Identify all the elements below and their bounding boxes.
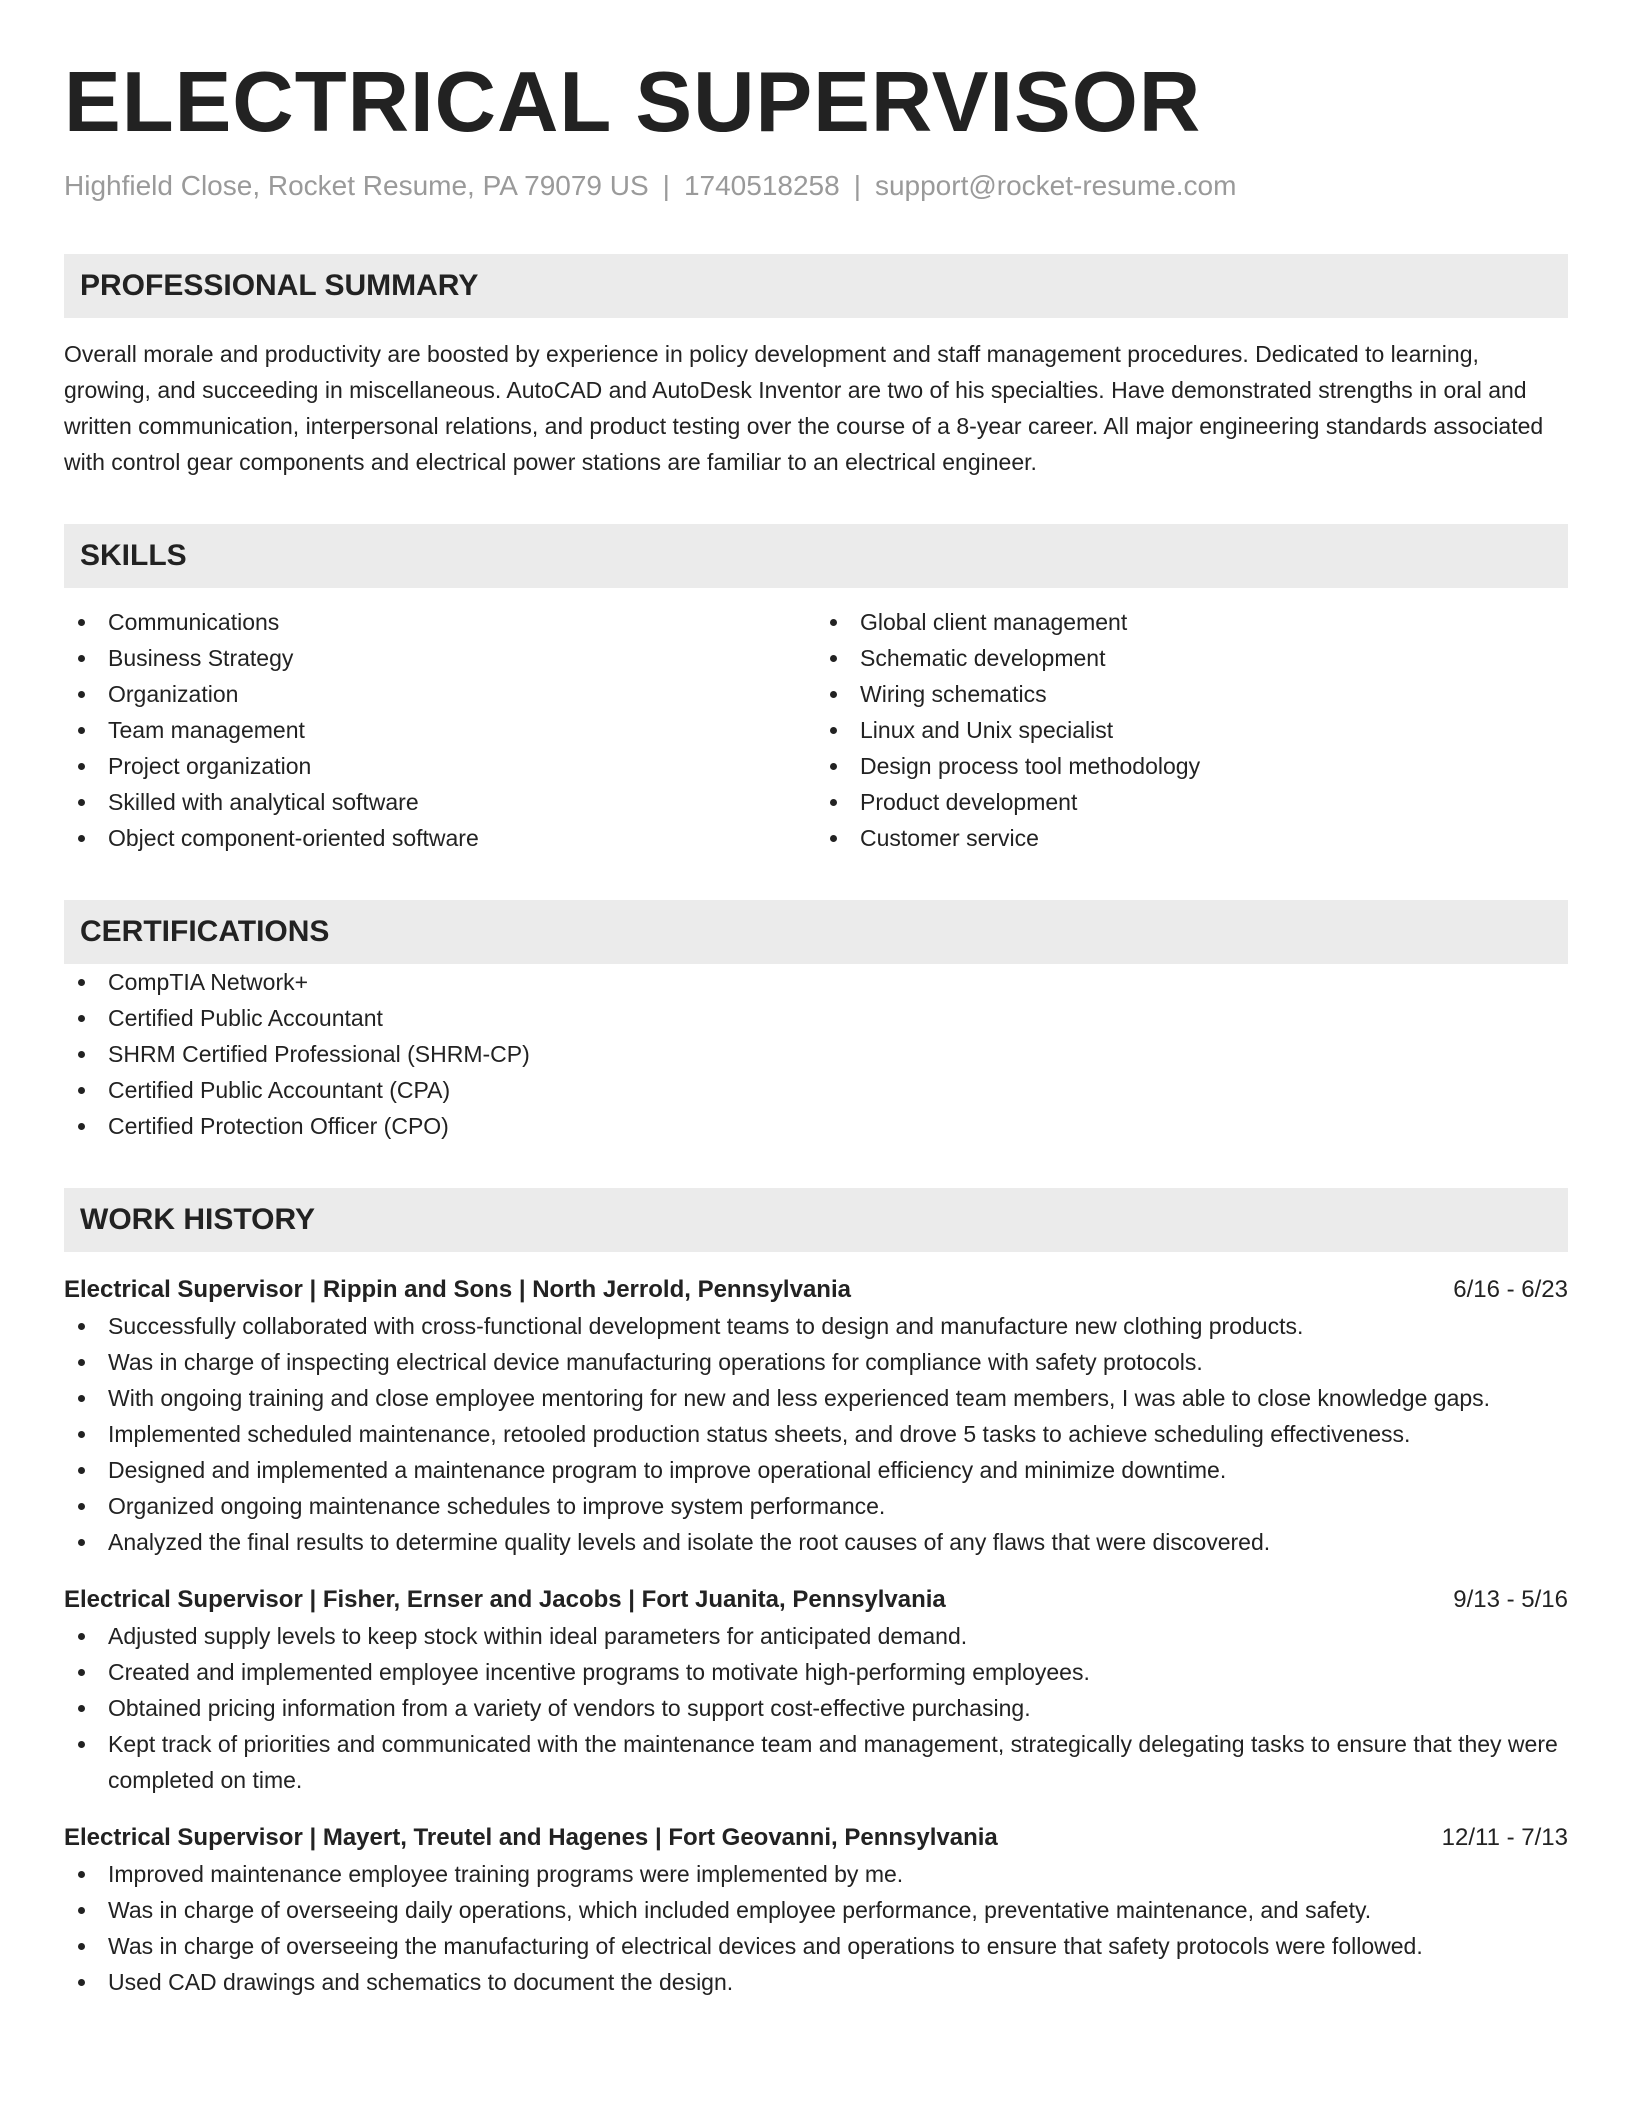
certifications-section xyxy=(64,900,1568,1144)
contact-separator: | xyxy=(662,169,670,201)
job-bullets xyxy=(64,1618,1568,1798)
skill-item: Project organization xyxy=(64,748,816,784)
job-bullet: Adjusted supply levels to keep stock within ideal parameters for anticipated demand. xyxy=(64,1618,1568,1654)
skill-item: Business Strategy xyxy=(64,640,816,676)
contact-separator: | xyxy=(853,169,861,201)
job-bullet: Used CAD drawings and schematics to document the design. xyxy=(64,1964,1568,2000)
job-bullets xyxy=(64,1856,1568,2000)
job-bullet: Was in charge of overseeing the manufacturing of electrical devices and operations to ensure that safety protocols were followed. xyxy=(64,1928,1568,1964)
resume-name: ELECTRICAL SUPERVISOR xyxy=(64,55,1202,150)
job-bullet: Created and implemented employee incentive programs to motivate high-performing employees. xyxy=(64,1654,1568,1690)
skill-item: Linux and Unix specialist xyxy=(816,712,1568,748)
skill-item: Communications xyxy=(64,604,816,640)
job-entry xyxy=(64,1582,1568,1798)
job-title: Electrical Supervisor | Fisher, Ernser and Jacobs | Fort Juanita, Pennsylvania xyxy=(64,1585,946,1613)
skill-item: Organization xyxy=(64,676,816,712)
skills-heading: SKILLS xyxy=(64,524,1568,588)
skill-item: Skilled with analytical software xyxy=(64,784,816,820)
job-dates: 6/16 - 6/23 xyxy=(1453,1275,1568,1303)
certification-item: SHRM Certified Professional (SHRM-CP) xyxy=(64,1036,1568,1072)
job-bullet: Analyzed the final results to determine quality levels and isolate the root causes of any flaws that were discovered. xyxy=(64,1524,1568,1560)
job-bullet: Kept track of priorities and communicated with the maintenance team and management, strategically delegating tasks to ensure that they were completed on time. xyxy=(64,1726,1568,1798)
certification-item: CompTIA Network+ xyxy=(64,964,1568,1000)
job-entry xyxy=(64,1820,1568,2000)
job-dates: 9/13 - 5/16 xyxy=(1453,1585,1568,1613)
contact-email[interactable]: support@rocket-resume.com xyxy=(874,169,1237,201)
skills-grid xyxy=(64,604,1568,856)
job-bullet: Was in charge of overseeing daily operations, which included employee performance, preventative maintenance, and safety. xyxy=(64,1892,1568,1928)
skills-column-left xyxy=(64,604,816,856)
certifications-heading: CERTIFICATIONS xyxy=(64,900,1568,964)
skill-item: Global client management xyxy=(816,604,1568,640)
job-header xyxy=(64,1272,1568,1308)
skill-item: Schematic development xyxy=(816,640,1568,676)
skill-item: Product development xyxy=(816,784,1568,820)
job-bullet: Designed and implemented a maintenance program to improve operational efficiency and minimize downtime. xyxy=(64,1452,1568,1488)
certification-item: Certified Public Accountant xyxy=(64,1000,1568,1036)
job-bullet: Improved maintenance employee training programs were implemented by me. xyxy=(64,1856,1568,1892)
summary-section xyxy=(64,254,1568,480)
skill-item: Object component-oriented software xyxy=(64,820,816,856)
skill-item: Design process tool methodology xyxy=(816,748,1568,784)
certifications-list xyxy=(64,964,1568,1144)
work-history-section xyxy=(64,1188,1568,2000)
contact-phone: 1740518258 xyxy=(683,169,840,201)
skills-section xyxy=(64,524,1568,856)
summary-text: Overall morale and productivity are boosted by experience in policy development and staff management procedures. Dedicated to learning, growing, and succeeding in miscellaneous. AutoCAD and AutoDesk Inventor are two of his specialties. Have demonstrated strengths in oral and written communication, interpersonal relations, and product testing over the course of a 8-year career. All major engineering standards associated with control gear components and electrical power stations are familiar to an electrical engineer. xyxy=(64,340,1544,475)
job-dates: 12/11 - 7/13 xyxy=(1441,1823,1568,1851)
contact-line xyxy=(64,168,1568,204)
job-bullets xyxy=(64,1308,1568,1560)
job-header xyxy=(64,1820,1568,1856)
job-bullet: Implemented scheduled maintenance, retooled production status sheets, and drove 5 tasks to achieve scheduling effectiveness. xyxy=(64,1416,1568,1452)
job-bullet: Successfully collaborated with cross-functional development teams to design and manufacture new clothing products. xyxy=(64,1308,1568,1344)
job-title: Electrical Supervisor | Mayert, Treutel and Hagenes | Fort Geovanni, Pennsylvania xyxy=(64,1823,998,1851)
job-bullet: With ongoing training and close employee mentoring for new and less experienced team members, I was able to close knowledge gaps. xyxy=(64,1380,1568,1416)
summary-heading: PROFESSIONAL SUMMARY xyxy=(64,254,1568,318)
job-bullet: Organized ongoing maintenance schedules to improve system performance. xyxy=(64,1488,1568,1524)
job-header xyxy=(64,1582,1568,1618)
contact-address: Highfield Close, Rocket Resume, PA 79079 US xyxy=(64,169,649,201)
job-bullet: Was in charge of inspecting electrical device manufacturing operations for compliance with safety protocols. xyxy=(64,1344,1568,1380)
certification-item: Certified Protection Officer (CPO) xyxy=(64,1108,1568,1144)
certification-item: Certified Public Accountant (CPA) xyxy=(64,1072,1568,1108)
skill-item: Wiring schematics xyxy=(816,676,1568,712)
skills-column-right xyxy=(816,604,1568,856)
job-entry xyxy=(64,1272,1568,1560)
work-history-heading: WORK HISTORY xyxy=(64,1188,1568,1252)
job-bullet: Obtained pricing information from a variety of vendors to support cost-effective purchasing. xyxy=(64,1690,1568,1726)
skill-item: Customer service xyxy=(816,820,1568,856)
job-title: Electrical Supervisor | Rippin and Sons | North Jerrold, Pennsylvania xyxy=(64,1275,851,1303)
skill-item: Team management xyxy=(64,712,816,748)
